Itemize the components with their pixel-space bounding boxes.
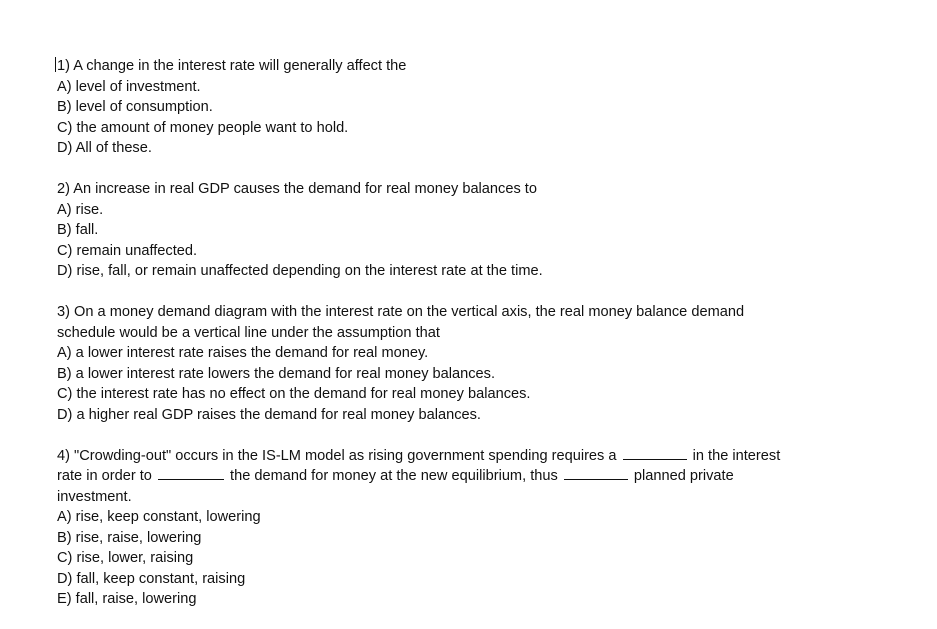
text-cursor [55, 57, 56, 72]
question-1-stem-text: 1) A change in the interest rate will generally affect the [57, 58, 407, 74]
question-2-option-c: C) remain unaffected. [57, 242, 198, 259]
question-2-option-d: D) rise, fall, or remain unaffected depending on the interest rate at the time. [57, 263, 543, 279]
question-4-stem-text-1a: 4) "Crowding-out" occurs in the IS-LM model as rising government spending requires a [57, 447, 617, 464]
question-4 [57, 446, 917, 610]
fill-in-blank-2 [158, 467, 224, 480]
question-4-option-b: B) rise, raise, lowering [57, 529, 202, 546]
question-4-stem-text-2c: planned private [633, 468, 734, 484]
question-2-option-b: B) fall. [57, 222, 99, 238]
question-4-stem-line-1 [57, 446, 917, 467]
question-1-stem [57, 56, 917, 77]
question-2-option-a: A) rise. [57, 201, 104, 218]
question-3-stem-line-2: schedule would be a vertical line under the assumption that [57, 324, 440, 341]
question-3 [57, 302, 917, 425]
question-1-option-a: A) level of investment. [57, 78, 201, 95]
question-4-option-c: C) rise, lower, raising [57, 550, 194, 566]
question-2-stem: 2) An increase in real GDP causes the demand for real money balances to [57, 181, 537, 197]
question-4-option-d: D) fall, keep constant, raising [57, 570, 246, 587]
question-3-stem-line-1: 3) On a money demand diagram with the interest rate on the vertical axis, the real money balance demand [57, 304, 745, 320]
question-1-option-b: B) level of consumption. [57, 99, 213, 115]
fill-in-blank-3 [564, 467, 628, 480]
question-4-option-e: E) fall, raise, lowering [57, 591, 197, 607]
question-4-stem-text-2a: rate in order to [57, 468, 152, 484]
question-4-stem-line-3: investment. [57, 488, 132, 505]
question-4-stem-text-2b: the demand for money at the new equilibrium, thus [230, 468, 558, 484]
question-3-option-a: A) a lower interest rate raises the demand for real money. [57, 345, 429, 361]
question-4-stem-line-2 [57, 466, 917, 487]
question-1-option-c: C) the amount of money people want to hold. [57, 119, 349, 136]
question-4-stem-text-1b: in the interest [692, 447, 781, 464]
question-1 [57, 56, 917, 159]
question-3-option-c: C) the interest rate has no effect on the demand for real money balances. [57, 386, 531, 402]
question-4-option-a: A) rise, keep constant, lowering [57, 509, 261, 525]
document-body [57, 56, 917, 610]
question-1-option-d: D) All of these. [57, 140, 152, 156]
fill-in-blank-1 [623, 447, 687, 460]
question-2 [57, 179, 917, 282]
question-3-option-d: D) a higher real GDP raises the demand for real money balances. [57, 406, 481, 423]
question-3-option-b: B) a lower interest rate lowers the demand for real money balances. [57, 365, 496, 382]
